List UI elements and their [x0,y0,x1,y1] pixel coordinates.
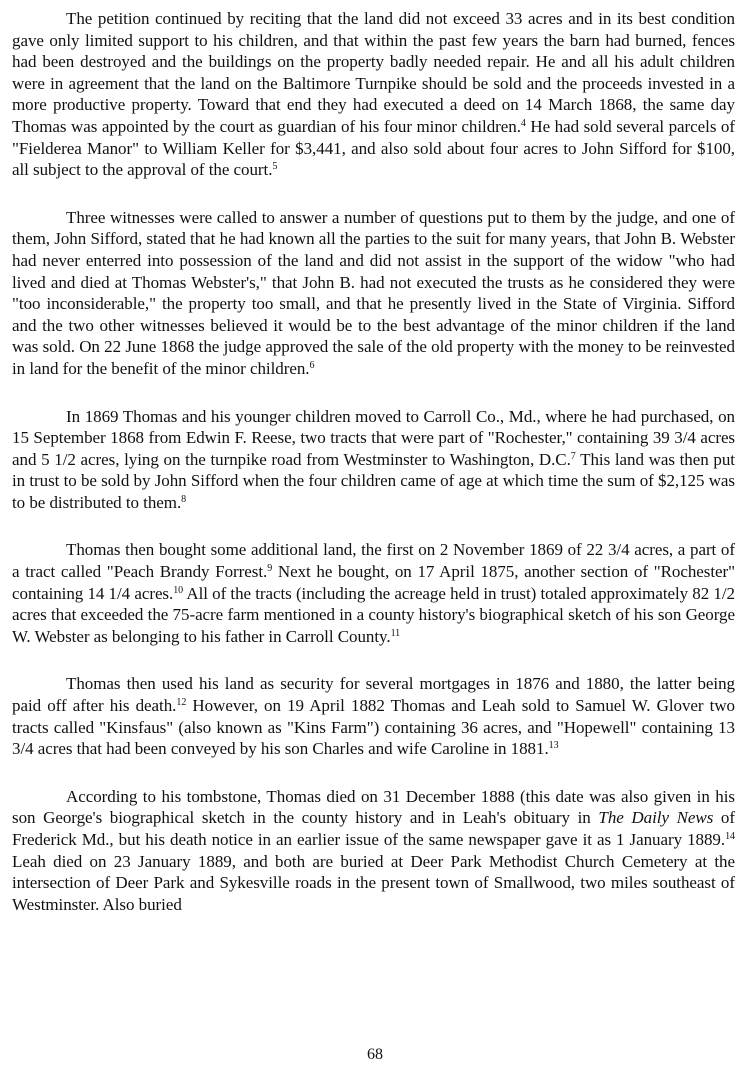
document-page [12,8,735,941]
text-segment: He had sold several parcels of "Fielderea Manor" to William Keller for $3,441, and also sold about four acres to John Sifford for $100, all subject to the approval of the court. [12,116,735,180]
footnote-marker: 6 [309,359,315,371]
text-segment: The petition continued by reciting that the land did not exceed 33 acres and in its best condition gave only limited support to his children, and that within the past few years the barn had burned, fences had been destroyed and the buildings on the property badly needed repair. He and all his adult children were in agreement that the land on the Baltimore Turnpike should be sold and the proceeds invested in a more productive property. Toward that end they had executed a deed on 14 March 1868, the same day Thomas was appointed by the court as guardian of his four minor children. [12,9,735,136]
footnote-marker: 8 [181,493,187,505]
paragraph [12,786,735,916]
text-segment: Thomas then used his land as security for several mortgages in 1876 and 1880, the latter being paid off after his death. [12,674,735,716]
paragraph [12,673,735,759]
page-number: 68 [367,1046,383,1063]
text-segment: All of the tracts (including the acreage held in trust) totaled approximately 82 1/2 acres that exceeded the 75-acre farm mentioned in a county history's biographical sketch of his son George W. Webster as belonging to his father in Carroll County. [12,583,735,646]
text-segment: Next he bought, on 17 April 1875, another section of "Rochester" containing 14 1/4 acres. [12,562,736,603]
text-segment: Three witnesses were called to answer a number of questions put to them by the judge, and one of them, John Sifford, stated that he had known all the parties to the suit for many years, that John B. Webster had never enterred into possession of the land and did not assist in the support of the widow "who had lived and died at Thomas Webster's," that John B. had not executed the trusts as he considered they were "too inconsiderable," the property too small, and that he presently lived in the State of Virginia. Sifford and the two other witnesses believed it would be to the best advantage of the minor children if the land was sold. On 22 June 1868 the judge approved the sale of the old property with the money to be reinvested in land for the benefit of the minor children. [12,207,735,378]
paragraph [12,406,735,514]
newspaper-title: The Daily News [598,808,714,828]
footnote-marker: 4 [520,117,526,129]
footnote-marker: 11 [390,627,401,639]
footnote-marker: 5 [272,161,278,173]
footnote-marker: 9 [267,563,273,575]
text-segment: In 1869 Thomas and his younger children moved to Carroll Co., Md., where he had purchased, on 15 September 1868 from Edwin F. Reese, two tracts that were part of "Rochester," containing 39 3/4 acres and 5 1/2 acres, lying on the turnpike road from Westminster to Washington, D.C. [12,406,735,469]
body-text [12,8,735,915]
paragraph [12,207,735,380]
footnote-marker: 14 [725,831,735,842]
text-segment: This land was then put in trust to be sold by John Sifford when the four children came of age at which time the sum of $2,125 was to be distributed to them. [12,449,735,512]
footnote-marker: 10 [173,584,184,596]
text-segment: According to his tombstone, Thomas died on 31 December 1888 (this date was also given in his son George's biographical sketch in the county history and in Leah's obituary in [12,786,735,828]
text-segment: However, on 19 April 1882 Thomas and Leah sold to Samuel W. Glover two tracts called "Kinsfaus" (also known as "Kins Farm") containing 36 acres, and "Hopewell" containing 13 3/4 acres that had been conveyed by his son Charles and wife Caroline in 1881. [12,696,735,759]
text-segment: Thomas then bought some additional land, the first on 2 November 1869 of 22 3/4 acres, a part of a tract called "Peach Brandy Forrest. [12,540,735,582]
footnote-marker: 7 [570,450,576,462]
text-segment: Leah died on 23 January 1889, and both are buried at Deer Park Methodist Church Cemetery at the intersection of Deer Park and Sykesville roads in the present town of Smallwood, two miles southeast of Westminster. Also buried [12,851,735,914]
paragraph [12,539,735,647]
text-segment: of Frederick Md., but his death notice in an earlier issue of the same newspaper gave it as 1 January 1889. [12,808,735,849]
footnote-marker: 13 [548,740,559,752]
footnote-marker: 12 [176,697,187,709]
paragraph [12,8,735,181]
